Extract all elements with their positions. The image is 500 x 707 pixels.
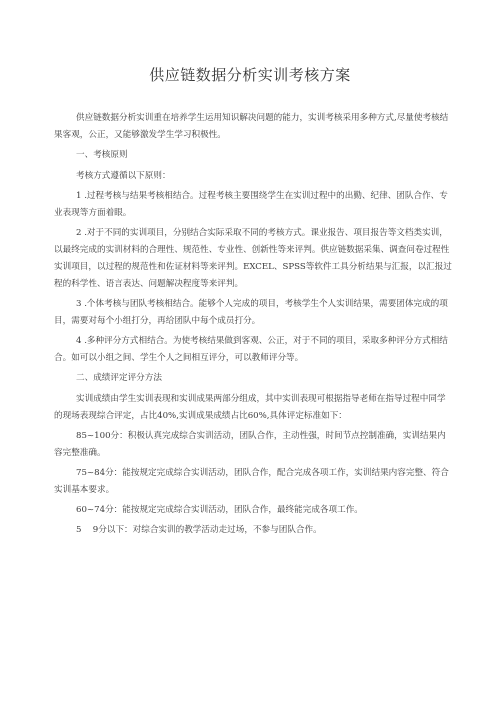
paragraph: 实训成绩由学生实训表现和实训成果两部分组成，其中实训表现可根据指导老师在指导过程中同学的现场表现综合评定，占比40%,实训成果成绩占比60%,具体评定标准如下： [54, 394, 446, 421]
principle-item: 2 .对于不同的实训项目，分别结合实际采取不同的考核方式。课业报告、项目报告等文档类实训，以最终完成的实训材料的合理性、规范性、专业性、创新性等来评判。供应链数据采集、调查问卷过程性实训项目，以过程的规范性和佐证材料等来评判。EXCEL、SPSS等软件工具分析结果与汇报，以汇报过程的科学性、语言表达、问题解决程度等来评判。 [54, 228, 452, 289]
paragraph: 考核方式遵循以下原则： [76, 171, 171, 181]
grade-item: 5 9分以下：对综合实训的教学活动走过场，不参与团队合作。 [76, 525, 322, 535]
grade-item: 85~100分：积极认真完成综合实训活动，团队合作，主动性强，时间节点控制准确，实训结果内容完整准确。 [54, 431, 446, 458]
principle-item: 3 .个体考核与团队考核相结合。能够个人完成的项目，考核学生个人实训结果，需要团体完成的项目，需要对每个小组打分，再给团队中每个成员打分。 [54, 299, 448, 326]
section-heading: 二、成绩评定评分方法 [76, 373, 162, 383]
grade-item: 75~84分：能按规定完成综合实训活动，团队合作，配合完成各项工作，实训结果内容完整、符合实训基本要求。 [54, 468, 449, 495]
principle-item: 4 .多种评分方式相结合。为使考核结果做到客观、公正，对于不同的项目，采取多种评分方式相结合。如可以小组之间、学生个人之间相互评分，可以教师评分等。 [54, 336, 448, 363]
principle-item: 1 .过程考核与结果考核相结合。过程考核主要围绕学生在实训过程中的出勤、纪律、团队合作、专业表现等方面着眼。 [54, 191, 448, 218]
doc-title: 供应链数据分析实训考核方案 [149, 66, 351, 84]
intro-paragraph: 供应链数据分析实训重在培养学生运用知识解决问题的能力，实训考核采用多种方式,尽量使考核结果客观，公正，又能够激发学生学习积极性。 [54, 113, 449, 140]
grade-item: 60~74分：能按规定完成综合实训活动，团队合作，最终能完成各项工作。 [76, 505, 363, 515]
section-heading: 一、考核原则 [76, 150, 128, 160]
doc-body [54, 110, 454, 542]
